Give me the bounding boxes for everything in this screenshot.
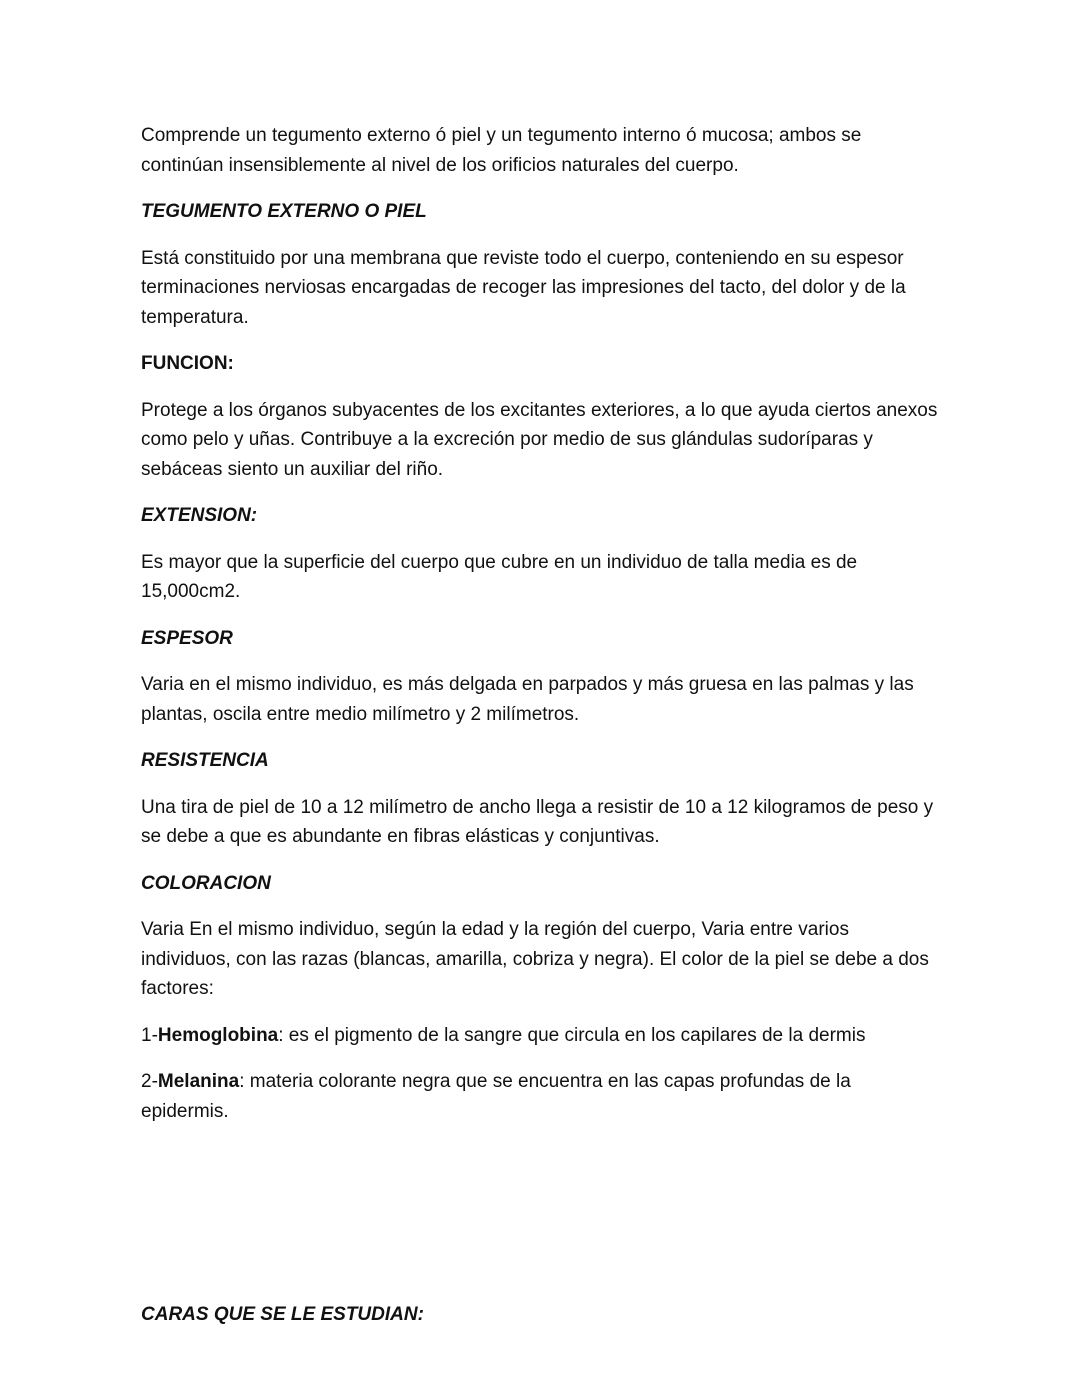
heading-caras-que-se-le-estudian: CARAS QUE SE LE ESTUDIAN: — [141, 1304, 424, 1325]
factor-number: 1- — [141, 1024, 158, 1046]
heading-coloracion: COLORACION — [141, 872, 271, 894]
paragraph-coloracion: Varia En el mismo individuo, según la edad y la región del cuerpo, Varia entre varios individuos, con las razas (blancas, amarilla, cobriza y negra). El color de la piel se debe a dos factores: — [141, 919, 929, 999]
paragraph-funcion: Protege a los órganos subyacentes de los excitantes exteriores, a lo que ayuda ciertos anexos como pelo y uñas. Contribuye a la excreción por medio de sus glándulas sudoríparas y sebáceas siento un auxiliar del riño. — [141, 399, 938, 480]
factor-text: : es el pigmento de la sangre que circula en los capilares de la dermis — [278, 1024, 866, 1046]
factor-melanina — [141, 1067, 941, 1126]
document-page — [141, 121, 941, 1143]
factor-number: 2- — [141, 1071, 158, 1092]
paragraph-espesor: Varia en el mismo individuo, es más delgada en parpados y más gruesa en las palmas y las plantas, oscila entre medio milímetro y 2 milímetros. — [141, 674, 914, 725]
heading-espesor: ESPESOR — [141, 627, 233, 649]
intro-paragraph: Comprende un tegumento externo ó piel y un tegumento interno ó mucosa; ambos se continúan insensiblemente al nivel de los orificios naturales del cuerpo. — [141, 125, 862, 176]
factor-text: : materia colorante negra que se encuentra en las capas profundas de la epidermis. — [141, 1071, 851, 1122]
heading-resistencia: RESISTENCIA — [141, 750, 269, 771]
paragraph-resistencia: Una tira de piel de 10 a 12 milímetro de ancho llega a resistir de 10 a 12 kilogramos de peso y se debe a que es abundante en fibras elásticas y conjuntivas. — [141, 796, 934, 847]
factor-hemoglobina — [141, 1021, 941, 1051]
factor-term: Melanina — [157, 1071, 240, 1092]
paragraph-extension: Es mayor que la superficie del cuerpo que cubre en un individuo de talla media es de 15,000cm2. — [141, 551, 858, 602]
heading-funcion: FUNCION: — [141, 353, 234, 374]
heading-extension: EXTENSION: — [141, 505, 258, 526]
heading-tegumento-externo: TEGUMENTO EXTERNO O PIEL — [141, 201, 427, 222]
factor-term: Hemoglobina — [157, 1024, 279, 1046]
paragraph-tegumento-externo: Está constituido por una membrana que reviste todo el cuerpo, conteniendo en su espesor terminaciones nerviosas encargadas de recoger las impresiones del tacto, del dolor y de la temperatura. — [141, 247, 906, 328]
